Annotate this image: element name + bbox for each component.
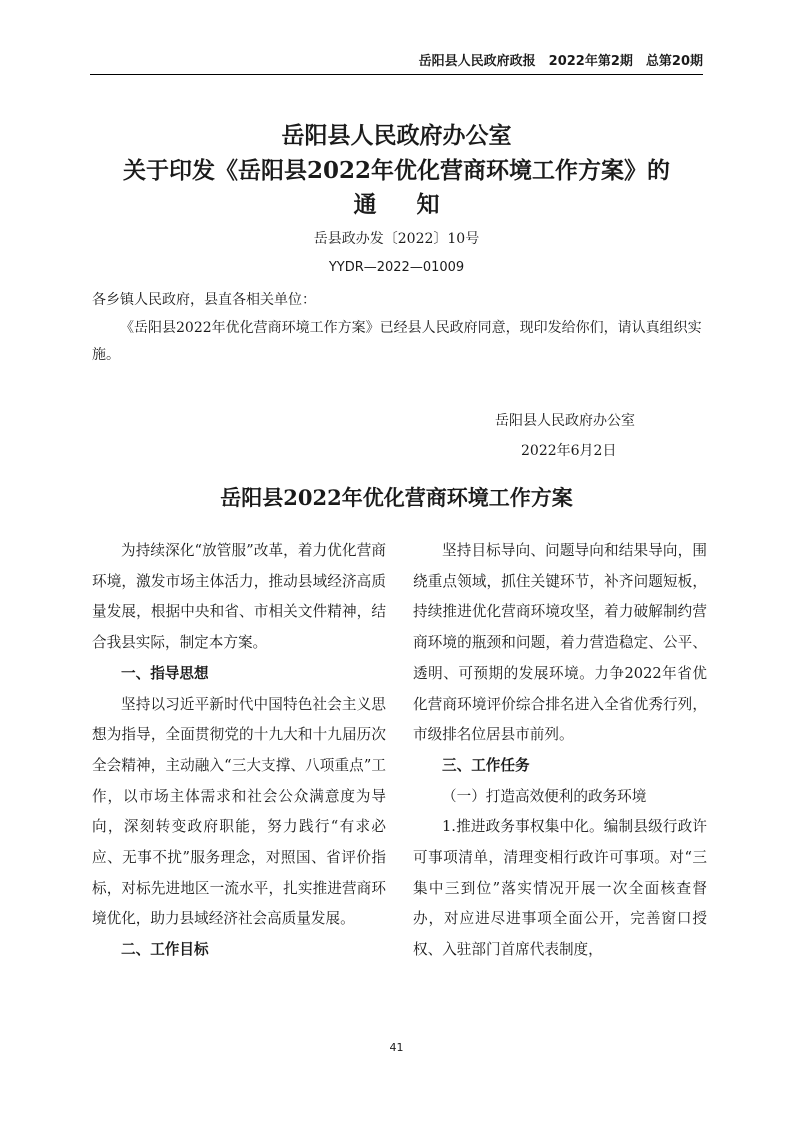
salutation: 各乡镇人民政府，县直各相关单位： (92, 292, 316, 308)
registration-number: YYDR—2022—01009 (328, 260, 465, 275)
section-heading-guiding-ideology: 一、指导思想 (121, 664, 209, 682)
subsection-heading-gov-environment: （一）打造高效便利的政务环境 (442, 787, 647, 805)
notice-title-line2: 关于印发《岳阳县2022年优化营商环境工作方案》的 (122, 157, 670, 184)
plan-title: 岳阳县2022年优化营商环境工作方案 (220, 485, 573, 510)
document-number: 岳县政办发〔2022〕10号 (313, 231, 480, 247)
issue-date: 2022年6月2日 (521, 443, 617, 459)
intro-paragraph: 为持续深化“放管服”改革，着力优化营商环境，激发市场主体活力，推动县域经济高质量发展，根据中央和省、市相关文件精神，结合我县实际，制定本方案。 (92, 542, 386, 652)
running-header: 岳阳县人民政府政报 2022年第2期 总第20期 (90, 52, 703, 75)
work-goals-paragraph: 坚持目标导向、问题导向和结果导向，围绕重点领域，抓住关键环节，补齐问题短板，持续推进优化营商环境攻坚，着力破解制约营商环境的瓶颈和问题，着力营造稳定、公平、透明、可预期的发展环境。力争2022年省优化营商环境评价综合排名进入全省优秀行列，市级排名位居县市前列。 (413, 542, 707, 744)
section-heading-work-goals: 二、工作目标 (121, 941, 209, 959)
left-column (92, 536, 386, 966)
task-1-paragraph: 1.推进政务事权集中化。编制县级行政许可事项清单，清理变相行政许可事项。对“三集中三到位”落实情况开展一次全面核查督办，对应进尽进事项全面公开，完善窗口授权、入驻部门首席代表制度， (413, 818, 707, 959)
right-column (413, 536, 707, 966)
page-number: 41 (389, 1041, 404, 1054)
notice-title-line1: 岳阳县人民政府办公室 (281, 122, 512, 149)
issuer-signature: 岳阳县人民政府办公室 (495, 413, 635, 429)
guiding-ideology-paragraph: 坚持以习近平新时代中国特色社会主义思想为指导，全面贯彻党的十九大和十九届历次全会精神，主动融入“三大支撑、八项重点”工作，以市场主体需求和社会公众满意度为导向，深刻转变政府职能，努力践行“有求必应、无事不扰”服务理念，对照国、省评价指标，对标先进地区一流水平，扎实推进营商环境优化，助力县域经济社会高质量发展。 (92, 695, 386, 928)
notice-body: 《岳阳县2022年优化营商环境工作方案》已经县人民政府同意，现印发给你们，请认真组织实施。 (92, 320, 702, 363)
section-heading-work-tasks: 三、工作任务 (442, 756, 530, 774)
notice-title-line3: 通知 (353, 191, 480, 218)
